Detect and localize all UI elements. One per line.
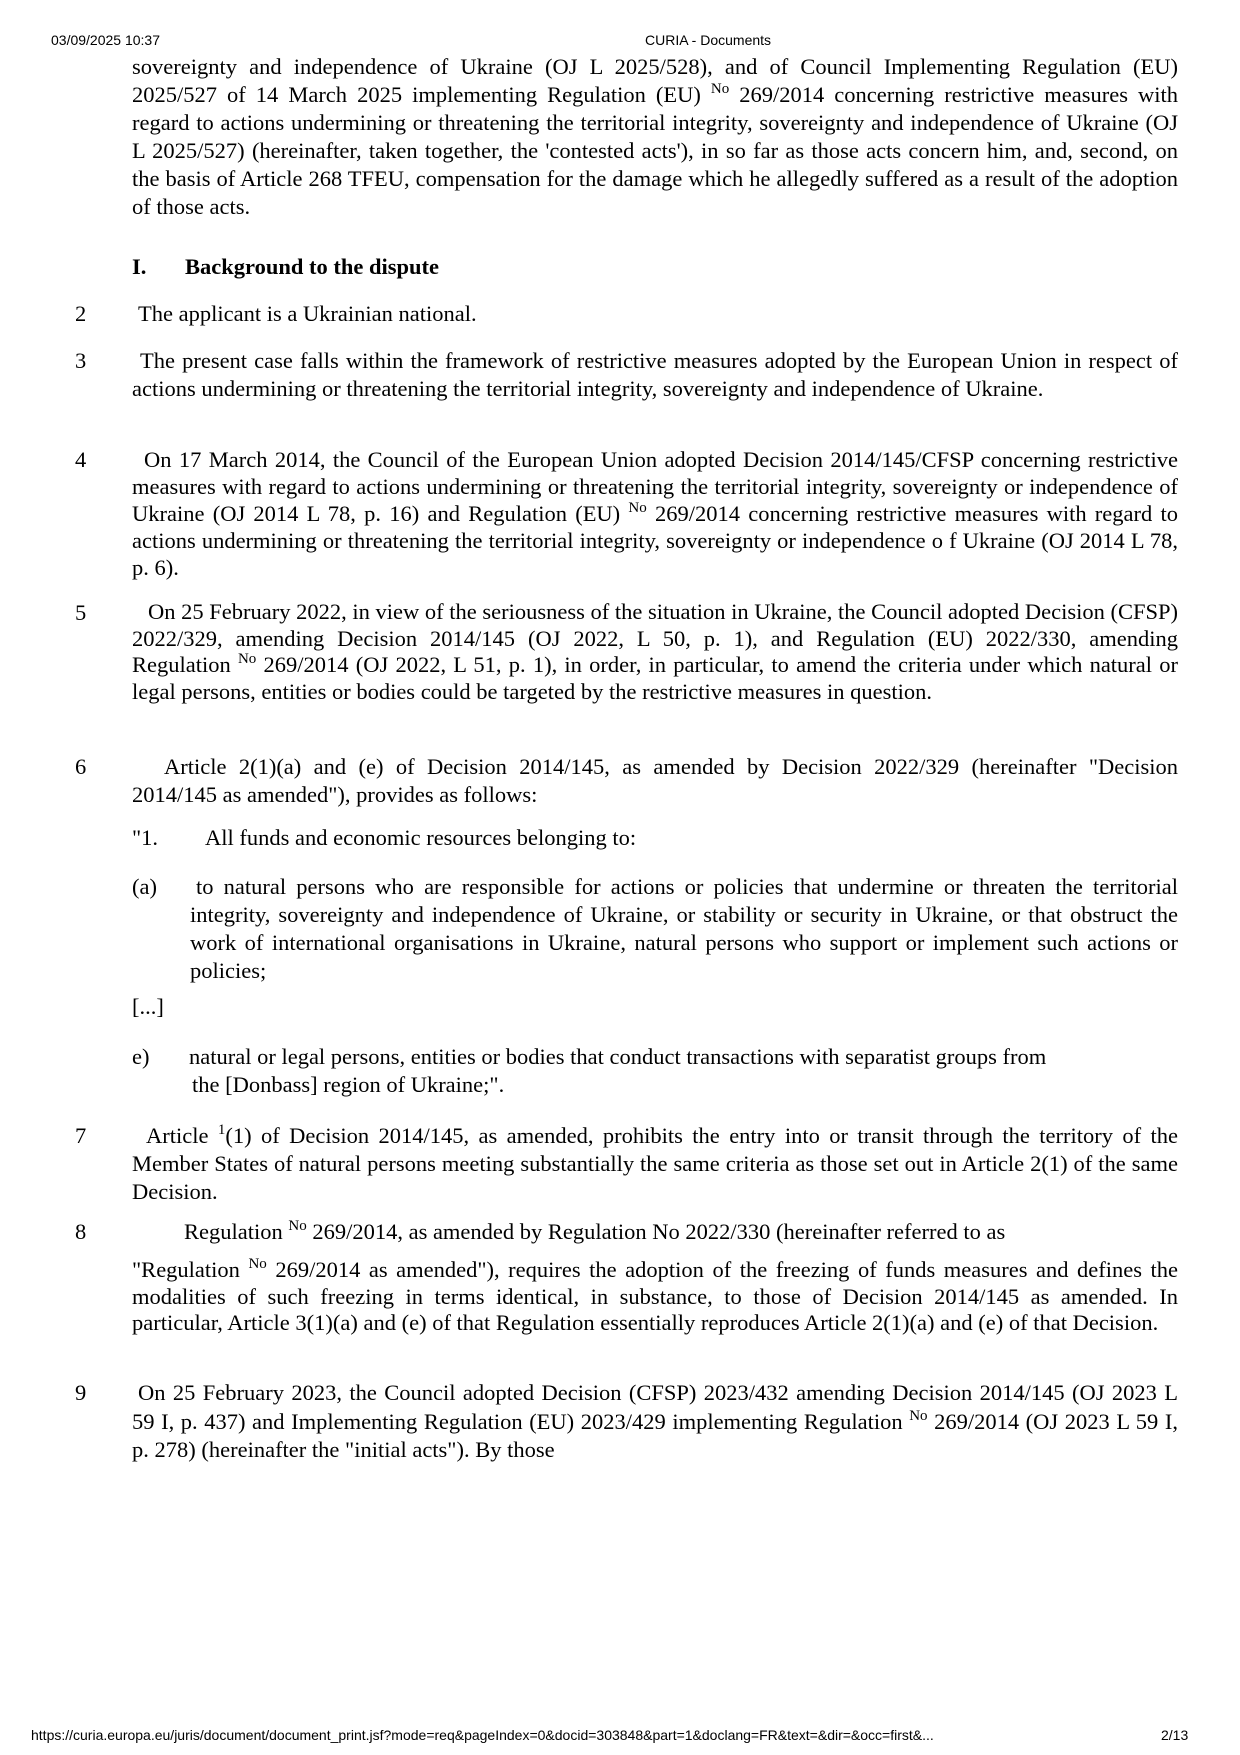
text: On 17 March 2014, the Council of the European Union adopted Decision 2014/145/CFSP concerning restrictive measures with regard to actions undermining or threatening the territorial integrity, sovereignty or independence of Ukraine (OJ 2014 L 78, p. 16) and Regulation (EU) <box>132 447 1178 526</box>
text: "Regulation <box>132 1257 249 1282</box>
item-text-line: natural or legal persons, entities or bodies that conduct transactions with separatist groups from <box>189 1044 1047 1069</box>
paragraph-8 <box>132 1257 1178 1337</box>
paragraph-9 <box>132 1379 1178 1465</box>
superscript-no: No <box>628 500 647 516</box>
text: On 25 February 2022, in view of the seriousness of the situation in Ukraine, the Council adopted Decision (CFSP) 2022/329, amending Decision 2014/145 (OJ 2022, L 50, p. 1), and Regulation (EU) 2022/330, amending Regulation <box>132 599 1178 677</box>
paragraph-7 <box>132 1122 1178 1206</box>
paragraph-number: 3 <box>75 348 87 373</box>
quotation-item-a <box>132 873 1178 985</box>
paragraph-6: Article 2(1)(a) and (e) of Decision 2014/145, as amended by Decision 2022/329 (hereinafter "Decision 2014/145 as amended"), provides as follows: <box>132 754 1178 807</box>
text: 269/2014 concerning restrictive measures with regard to actions undermining or threatening the territorial integrity, sovereignty and independence of Ukraine (OJ L 2025/527) (hereinafter, taken together, the 'contested acts'), in so far as those acts concern him, and, second, on the basis of Article 268 TFEU, compensation for the damage which he allegedly suffered as a result of the adoption of those acts. <box>132 82 1178 219</box>
superscript-no: No <box>710 81 730 97</box>
paragraph-1-continuation <box>132 53 1178 221</box>
superscript-no: No <box>248 1256 267 1272</box>
text: Article <box>146 1123 218 1148</box>
quotation-intro <box>132 824 636 852</box>
paragraph-4 <box>132 446 1178 581</box>
text: 269/2014 as amended"), requires the adoption of the freezing of funds measures and defines the modalities of such freezing in terms identical, in substance, to those of Decision 2014/145 as amended. In particular, Article 3(1)(a) and (e) of that Regulation essentially reproduces Article 2(1)(a) and (e) of that Decision. <box>132 1257 1179 1335</box>
item-text-line: the [Donbass] region of Ukraine;". <box>192 1072 505 1097</box>
paragraph-number: 6 <box>75 754 87 779</box>
section-title: Background to the dispute <box>185 254 440 279</box>
paragraph-number: 2 <box>75 301 87 326</box>
paragraph-5 <box>132 599 1178 705</box>
quotation-text: All funds and economic resources belonging to: <box>205 825 637 850</box>
text: sovereignty and independence of Ukraine (OJ L 2025/528), and of Council Implementing Regulation (EU) 2025/527 of 14 March 2025 implementing Regulation (EU) <box>132 54 1178 107</box>
item-label: e) <box>132 1044 150 1069</box>
paragraph-number: 5 <box>75 600 87 625</box>
print-footer-page-number: 2/13 <box>1161 1727 1189 1743</box>
text: 269/2014 concerning restrictive measures with regard to actions undermining or threatening the territorial integrity, sovereignty or independence o f Ukraine (OJ 2014 L 78, p. 6). <box>132 501 1178 580</box>
paragraph-number: 7 <box>75 1123 87 1148</box>
superscript-no: No <box>237 651 257 667</box>
section-number: I. <box>132 254 147 279</box>
text: (1) of Decision 2014/145, as amended, prohibits the entry into or transit through the territory of the Member States of natural persons meeting substantially the same criteria as those set out in Article 2(1) of the same Decision. <box>132 1123 1178 1204</box>
item-text <box>189 1043 1178 1099</box>
quotation-ellipsis: [...] <box>132 994 164 1019</box>
item-text: to natural persons who are responsible for actions or policies that undermine or threaten the territorial integrity, sovereignty and independence of Ukraine, or stability or security in Ukraine, or that obstruct the work of international organisations in Ukraine, natural persons who support or implement such actions or policies; <box>190 874 1178 983</box>
paragraph-2: The applicant is a Ukrainian national. <box>138 301 477 326</box>
text: On 25 February 2023, the Council adopted Decision (CFSP) 2023/432 amending Decision 2014/145 (OJ 2023 L 59 I, p. 437) and Implementing Regulation (EU) 2023/429 implementing Regulation <box>132 1380 1178 1434</box>
paragraph-number: 4 <box>75 447 87 472</box>
paragraph-number: 8 <box>75 1219 87 1244</box>
text: Regulation <box>184 1219 289 1244</box>
quotation-item-e <box>132 1043 1178 1099</box>
item-label: (a) <box>132 874 157 899</box>
section-heading <box>132 253 439 281</box>
text: 269/2014 (OJ 2023 L 59 I, p. 278) (hereinafter the "initial acts"). By those <box>132 1408 1178 1462</box>
paragraph-number: 9 <box>75 1380 87 1405</box>
print-header-title: CURIA - Documents <box>645 32 772 48</box>
text: 269/2014 (OJ 2022, L 51, p. 1), in order, in particular, to amend the criteria under which natural or legal persons, entities or bodies could be targeted by the restrictive measures in question. <box>132 652 1178 704</box>
paragraph-8-line-1 <box>184 1218 1005 1246</box>
quotation-label: "1. <box>132 825 159 850</box>
text: 269/2014, as amended by Regulation No 2022/330 (hereinafter referred to as <box>306 1219 1006 1244</box>
superscript-1: 1 <box>217 1122 226 1138</box>
paragraph-3: The present case falls within the framework of restrictive measures adopted by the European Union in respect of actions undermining or threatening the territorial integrity, sovereignty and independence of Ukraine. <box>132 348 1178 401</box>
print-header-datetime: 03/09/2025 10:37 <box>51 32 160 48</box>
superscript-no: No <box>288 1218 307 1234</box>
superscript-no: No <box>909 1407 928 1424</box>
print-footer-url: https://curia.europa.eu/juris/document/document_print.jsf?mode=req&pageIndex=0&docid=303848&part=1&doclang=FR&text=&dir=&occ=first&... <box>31 1727 934 1743</box>
